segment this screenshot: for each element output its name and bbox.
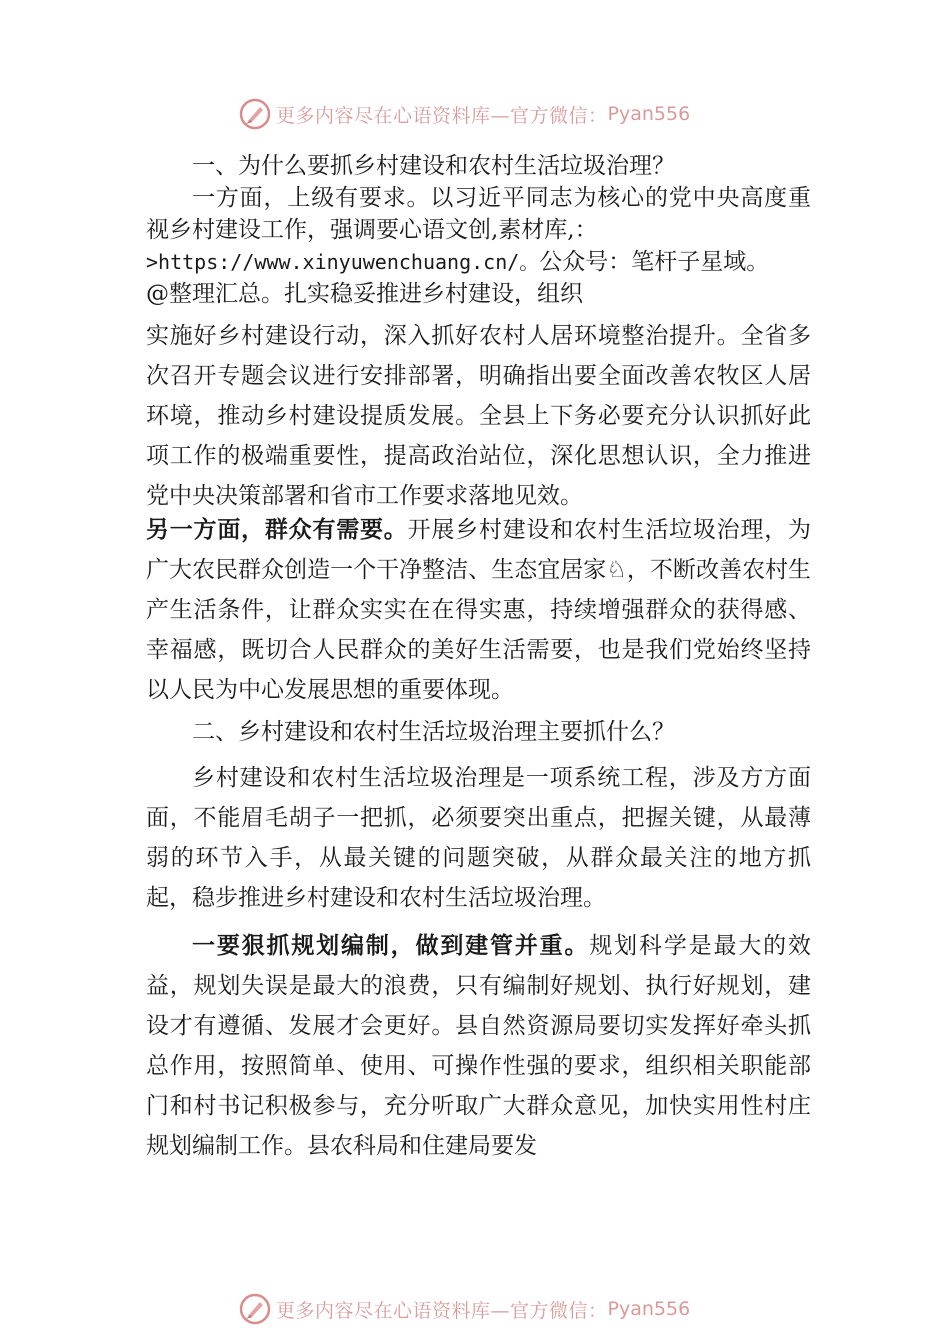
watermark-wechat-id: Pyan556 <box>607 103 691 125</box>
section2-heading: 二、乡村建设和农村生活垃圾治理主要抓什么？ <box>192 719 675 745</box>
paragraph1-tail: @整理汇总。扎实稳妥推进乡村建设，组织 <box>146 281 583 307</box>
watermark-banner-bottom <box>238 1291 690 1327</box>
brush-logo-icon <box>238 97 272 131</box>
section1-heading: 一、为什么要抓乡村建设和农村生活垃圾治理？ <box>192 153 675 179</box>
point1-bold-lead: 一要狠抓规划编制，做到建管并重。 <box>192 933 590 959</box>
brush-logo-icon <box>238 1292 272 1326</box>
paragraph1-mid: 公众号：笔杆子星域。 <box>539 249 770 275</box>
document-body <box>146 150 811 1166</box>
watermark-banner-top <box>238 96 690 132</box>
section1-paragraph3 <box>146 510 811 710</box>
watermark-wechat-id: Pyan556 <box>607 1298 691 1320</box>
section2-point1 <box>146 926 811 1166</box>
paragraph1-lead: 一方面，上级有要求。以习近平同志为核心的党中央高度重视乡村建设工作，强调要心语文创,素材库,： <box>146 185 811 243</box>
point1-rest: 规划科学是最大的效益，规划失误是最大的浪费，只有编制好规划、执行好规划，建设才有遵循、发展才会更好。县自然资源局要切实发挥好牵头抓总作用，按照简单、使用、可操作性强的要求，组织相关职能部门和村书记积极参与，充分听取广大群众意见，加快实用性村庄规划编制工作。县农科局和住建局要发 <box>146 933 812 1159</box>
paragraph3-bold-lead: 另一方面，群众有需要。 <box>146 517 408 543</box>
section1-paragraph2: 实施好乡村建设行动，深入抓好农村人居环境整治提升。全省多次召开专题会议进行安排部署，明确指出要全面改善农牧区人居环境，推动乡村建设提质发展。全县上下务必要充分认识抓好此项工作的极端重要性，提高政治站位，深化思想认识，全力推进党中央决策部署和省市工作要求落地见效。 <box>146 323 811 509</box>
source-url: >https://www.xinyuwenchuang.cn/。 <box>146 250 540 274</box>
paragraph3-rest: 开展乡村建设和农村生活垃圾治理，为广大农民群众创造一个干净整洁、生态宜居家♘，不断改善农村生产生活条件，让群众实实在在得实惠，持续增强群众的获得感、幸福感，既切合人民群众的美好生活需要，也是我们党始终坚持以人民为中心发展思想的重要体现。 <box>146 517 812 703</box>
section1-paragraph1 <box>146 182 811 310</box>
section2-intro: 乡村建设和农村生活垃圾治理是一项系统工程，涉及方方面面，不能眉毛胡子一把抓，必须要突出重点，把握关键，从最薄弱的环节入手，从最关键的问题突破，从群众最关注的地方抓起，稳步推进乡村建设和农村生活垃圾治理。 <box>146 765 811 911</box>
watermark-text: 更多内容尽在心语资料库—官方微信： <box>276 104 608 127</box>
watermark-text: 更多内容尽在心语资料库—官方微信： <box>276 1299 608 1322</box>
